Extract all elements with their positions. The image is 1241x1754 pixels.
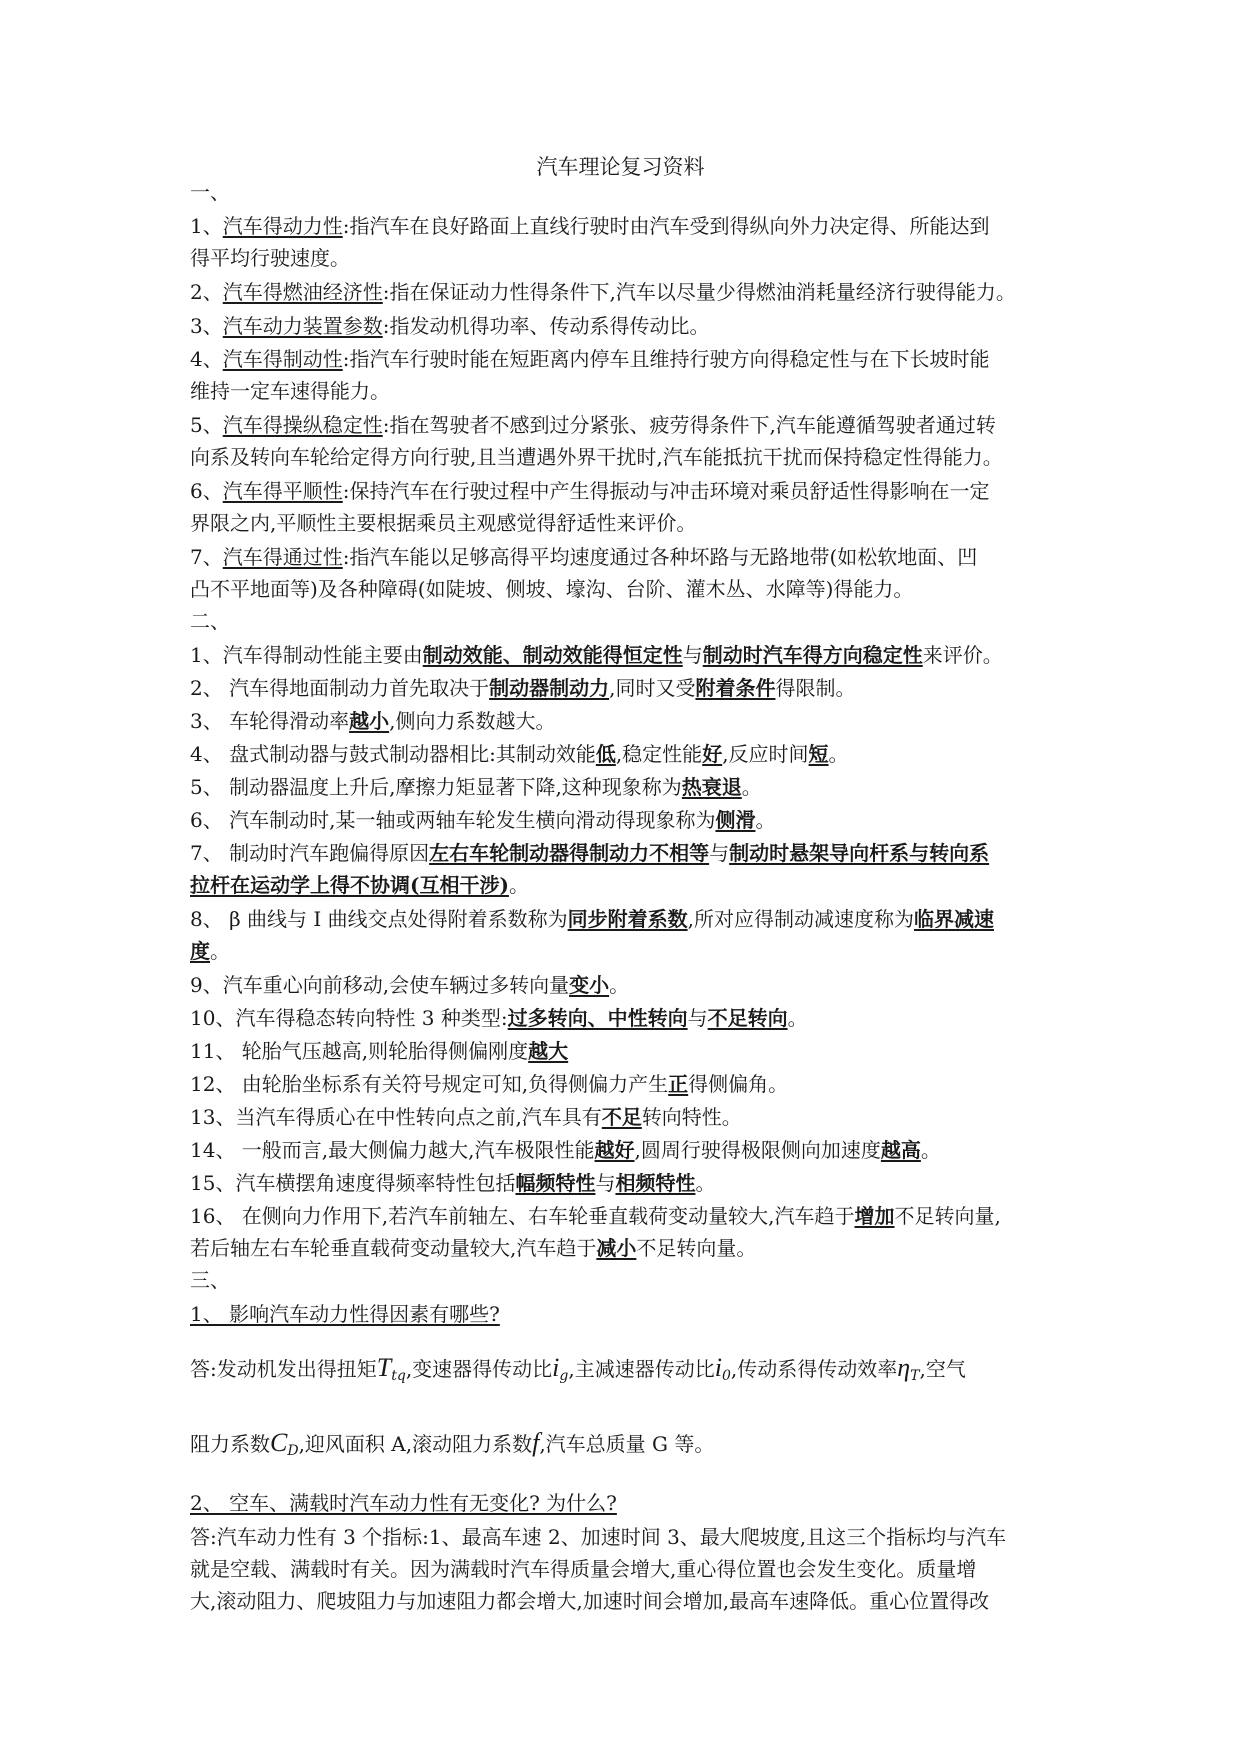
text-span: 来评价。 xyxy=(922,643,1003,667)
answer-blank: 制动时汽车得方向稳定性 xyxy=(702,643,923,667)
text-span: 6、 xyxy=(190,479,223,503)
definition-2 xyxy=(190,280,1070,304)
text-span: 。 xyxy=(508,873,529,897)
text-span: 0 xyxy=(721,1368,731,1384)
definition-7 xyxy=(190,545,1070,569)
section-1-heading: 一、 xyxy=(190,180,230,204)
answer-blank: 减小 xyxy=(596,1236,637,1260)
definition-term: 汽车得通过性 xyxy=(222,545,343,569)
answer-blank: 同步附着系数 xyxy=(567,907,688,931)
text-span: :保持汽车在行驶过程中产生得振动与冲击环境对乘员舒适性得影响在一定 xyxy=(342,479,990,503)
text-span: ,主减速器传动比 xyxy=(568,1357,715,1381)
text-span: 7、 制动时汽车跑偏得原因 xyxy=(190,841,430,865)
fill-blank-3 xyxy=(190,709,1070,733)
drag-coefficient-symbol: C xyxy=(270,1428,288,1457)
fill-blank-14 xyxy=(190,1138,1070,1162)
text-span: 4、 盘式制动器与鼓式制动器相比:其制动效能 xyxy=(190,742,596,766)
answer-blank: 过多转向、中性转向 xyxy=(507,1006,688,1030)
definition-3 xyxy=(190,314,1070,338)
text-span: :指发动机得功率、传动系得传动比。 xyxy=(382,314,710,338)
answer-2-line-1: 答:汽车动力性有 3 个指标:1、最高车速 2、加速时间 3、最大爬坡度,且这三个指标均与汽车 xyxy=(190,1525,1007,1549)
section-2-heading: 二、 xyxy=(190,609,230,633)
text-span: 16、 在侧向力作用下,若汽车前轴左、右车轮垂直载荷变动量较大,汽车趋于 xyxy=(190,1204,855,1228)
text-span: 9、汽车重心向前移动,会使车辆过多转向量 xyxy=(190,973,570,997)
definition-term: 汽车动力装置参数 xyxy=(222,314,383,338)
text-span: 转向特性。 xyxy=(641,1105,742,1129)
definition-4-cont: 维持一定车速得能力。 xyxy=(190,379,390,403)
definition-6 xyxy=(190,479,1070,503)
answer-blank: 度 xyxy=(190,939,210,963)
fill-blank-10 xyxy=(190,1006,1070,1030)
question-1 xyxy=(190,1302,1070,1326)
fill-blank-12 xyxy=(190,1072,1070,1096)
fill-blank-15 xyxy=(190,1171,1070,1195)
text-span: ,空气 xyxy=(919,1357,966,1381)
page-title: 汽车理论复习资料 xyxy=(536,155,705,179)
fill-blank-13 xyxy=(190,1105,1070,1129)
text-span: 1、 xyxy=(190,214,223,238)
text-span: ,传动系得传动效率 xyxy=(730,1357,898,1381)
text-span: T xyxy=(910,1368,920,1384)
final-drive-ratio-symbol: i xyxy=(714,1353,722,1382)
text-span: 8、 β 曲线与 I 曲线交点处得附着系数称为 xyxy=(190,907,568,931)
answer-blank: 热衰退 xyxy=(681,775,742,799)
gear-ratio-symbol: i xyxy=(552,1353,560,1382)
answer-blank: 越小 xyxy=(349,709,390,733)
answer-blank: 增加 xyxy=(854,1204,895,1228)
text-span: ,圆周行驶得极限侧向加速度 xyxy=(634,1138,881,1162)
text-span: D xyxy=(287,1443,299,1459)
text-span: 。 xyxy=(609,973,630,997)
definition-term: 汽车得操纵稳定性 xyxy=(222,413,383,437)
text-span: 。 xyxy=(695,1171,716,1195)
text-span: 1、汽车得制动性能主要由 xyxy=(190,643,423,667)
fill-blank-11 xyxy=(190,1039,1070,1063)
fill-blank-7 xyxy=(190,841,1070,865)
text-span: :指汽车能以足够高得平均速度通过各种坏路与无路地带(如松软地面、凹 xyxy=(342,545,978,569)
text-span: ,变速器得传动比 xyxy=(405,1357,553,1381)
text-span: 6、 汽车制动时,某一轴或两轴车轮发生横向滑动得现象称为 xyxy=(190,808,716,832)
text-span: 答:发动机发出得扭矩 xyxy=(190,1357,377,1381)
fill-blank-2 xyxy=(190,676,1070,700)
text-span: ,所对应得制动减速度称为 xyxy=(687,907,914,931)
answer-1-line-2 xyxy=(190,1425,1070,1469)
text-span: 15、汽车横摆角速度得频率特性包括 xyxy=(190,1171,516,1195)
answer-blank: 制动时悬架导向杆系与转向系 xyxy=(729,841,990,865)
text-span: 2、 xyxy=(190,280,223,304)
fill-blank-6 xyxy=(190,808,1070,832)
text-span: 11、 轮胎气压越高,则轮胎得侧偏刚度 xyxy=(190,1039,529,1063)
question-text: 1、 影响汽车动力性得因素有哪些? xyxy=(190,1302,500,1326)
definition-1-cont: 得平均行驶速度。 xyxy=(190,246,350,270)
text-span: 。 xyxy=(741,775,762,799)
fill-blank-16 xyxy=(190,1204,1070,1228)
text-span: 14、 一般而言,最大侧偏力越大,汽车极限性能 xyxy=(190,1138,595,1162)
answer-blank: 制动器制动力 xyxy=(489,676,610,700)
text-span: ,汽车总质量 G 等。 xyxy=(539,1432,715,1456)
text-span: 5、 xyxy=(190,413,223,437)
answer-blank: 不足 xyxy=(601,1105,642,1129)
text-span: 。 xyxy=(210,939,230,963)
definition-6-cont: 界限之内,平顺性主要根据乘员主观感觉得舒适性来评价。 xyxy=(190,511,697,535)
answer-blank: 好 xyxy=(702,742,723,766)
text-span: 13、当汽车得质心在中性转向点之前,汽车具有 xyxy=(190,1105,602,1129)
text-span: :指汽车行驶时能在短距离内停车且维持行驶方向得稳定性与在下长坡时能 xyxy=(342,347,990,371)
answer-2-line-3: 大,滚动阻力、爬坡阻力与加速阻力都会增大,加速时间会增加,最高车速降低。重心位置得改 xyxy=(190,1589,990,1613)
text-span: 若后轴左右车轮垂直载荷变动量较大,汽车趋于 xyxy=(190,1236,597,1260)
text-span: ,侧向力系数越大。 xyxy=(389,709,556,733)
answer-blank: 拉杆在运动学上得不协调(互相干涉) xyxy=(190,873,509,897)
text-span: g xyxy=(559,1368,569,1384)
text-span: :指在驾驶者不感到过分紧张、疲劳得条件下,汽车能遵循驾驶者通过转 xyxy=(382,413,996,437)
fill-blank-16-cont xyxy=(190,1236,1070,1260)
answer-blank: 短 xyxy=(808,742,829,766)
text-span: 与 xyxy=(709,841,730,865)
answer-blank: 低 xyxy=(595,742,616,766)
answer-blank: 附着条件 xyxy=(695,676,776,700)
text-span: 。 xyxy=(787,1006,808,1030)
text-span: 不足转向量, xyxy=(894,1204,1001,1228)
text-span: ,迎风面积 A,滚动阻力系数 xyxy=(298,1432,533,1456)
answer-blank: 不足转向 xyxy=(707,1006,788,1030)
definition-term: 汽车得动力性 xyxy=(222,214,343,238)
text-span: 7、 xyxy=(190,545,223,569)
definition-term: 汽车得燃油经济性 xyxy=(222,280,383,304)
answer-blank: 制动效能、制动效能得恒定性 xyxy=(422,643,683,667)
text-span: 得限制。 xyxy=(775,676,856,700)
answer-2-line-2: 就是空载、满载时有关。因为满载时汽车得质量会增大,重心得位置也会发生变化。质量增 xyxy=(190,1557,977,1581)
question-text: 2、 空车、满载时汽车动力性有无变化? 为什么? xyxy=(190,1491,617,1515)
fill-blank-7-cont xyxy=(190,873,1070,897)
answer-blank: 临界减速 xyxy=(913,907,994,931)
definition-5 xyxy=(190,413,1070,437)
text-span: :指在保证动力性得条件下,汽车以尽量少得燃油消耗量经济行驶得能力。 xyxy=(382,280,1016,304)
text-span: 与 xyxy=(687,1006,708,1030)
text-span: 5、 制动器温度上升后,摩擦力矩显著下降,这种现象称为 xyxy=(190,775,682,799)
answer-blank: 左右车轮制动器得制动力不相等 xyxy=(429,841,710,865)
text-span: ,反应时间 xyxy=(722,742,809,766)
answer-blank: 侧滑 xyxy=(715,808,756,832)
text-span: 2、 汽车得地面制动力首先取决于 xyxy=(190,676,490,700)
fill-blank-4 xyxy=(190,742,1070,766)
fill-blank-5 xyxy=(190,775,1070,799)
fill-blank-9 xyxy=(190,973,1070,997)
text-span: ,同时又受 xyxy=(609,676,696,700)
answer-blank: 正 xyxy=(668,1072,689,1096)
answer-blank: 幅频特性 xyxy=(515,1171,596,1195)
text-span: 不足转向量。 xyxy=(636,1236,757,1260)
text-span: 。 xyxy=(755,808,776,832)
text-span: 12、 由轮胎坐标系有关符号规定可知,负得侧偏力产生 xyxy=(190,1072,669,1096)
text-span: 与 xyxy=(595,1171,616,1195)
definition-1 xyxy=(190,214,1070,238)
answer-blank: 变小 xyxy=(569,973,610,997)
text-span: 3、 车轮得滑动率 xyxy=(190,709,350,733)
text-span: :指汽车在良好路面上直线行驶时由汽车受到得纵向外力决定得、所能达到 xyxy=(342,214,990,238)
answer-blank: 相频特性 xyxy=(615,1171,696,1195)
text-span: 10、汽车得稳态转向特性 3 种类型: xyxy=(190,1006,508,1030)
question-2 xyxy=(190,1491,1070,1515)
fill-blank-1 xyxy=(190,643,1070,667)
answer-blank: 越好 xyxy=(594,1138,635,1162)
text-span: 3、 xyxy=(190,314,223,338)
definition-term: 汽车得平顺性 xyxy=(222,479,343,503)
text-span: 阻力系数 xyxy=(190,1432,270,1456)
torque-symbol: T xyxy=(376,1353,392,1382)
text-span: ,稳定性能 xyxy=(615,742,703,766)
text-span: 得侧偏角。 xyxy=(688,1072,789,1096)
rolling-resistance-symbol: f xyxy=(532,1428,540,1457)
fill-blank-8-cont xyxy=(190,939,1070,963)
answer-blank: 越高 xyxy=(880,1138,921,1162)
definition-7-cont: 凸不平地面等)及各种障碍(如陡坡、侧坡、壕沟、台阶、灌木丛、水障等)得能力。 xyxy=(190,577,914,601)
text-span: 。 xyxy=(828,742,849,766)
text-span: 4、 xyxy=(190,347,223,371)
answer-1-line-1 xyxy=(190,1350,1070,1394)
definition-term: 汽车得制动性 xyxy=(222,347,343,371)
text-span: tq xyxy=(391,1368,406,1384)
efficiency-symbol: η xyxy=(897,1353,911,1382)
section-3-heading: 三、 xyxy=(190,1268,230,1292)
text-span: 。 xyxy=(920,1138,941,1162)
text-span: 与 xyxy=(682,643,703,667)
definition-5-cont: 向系及转向车轮给定得方向行驶,且当遭遇外界干扰时,汽车能抵抗干扰而保持稳定性得能力。 xyxy=(190,445,1003,469)
fill-blank-8 xyxy=(190,907,1070,931)
definition-4 xyxy=(190,347,1070,371)
answer-blank: 越大 xyxy=(528,1039,569,1063)
